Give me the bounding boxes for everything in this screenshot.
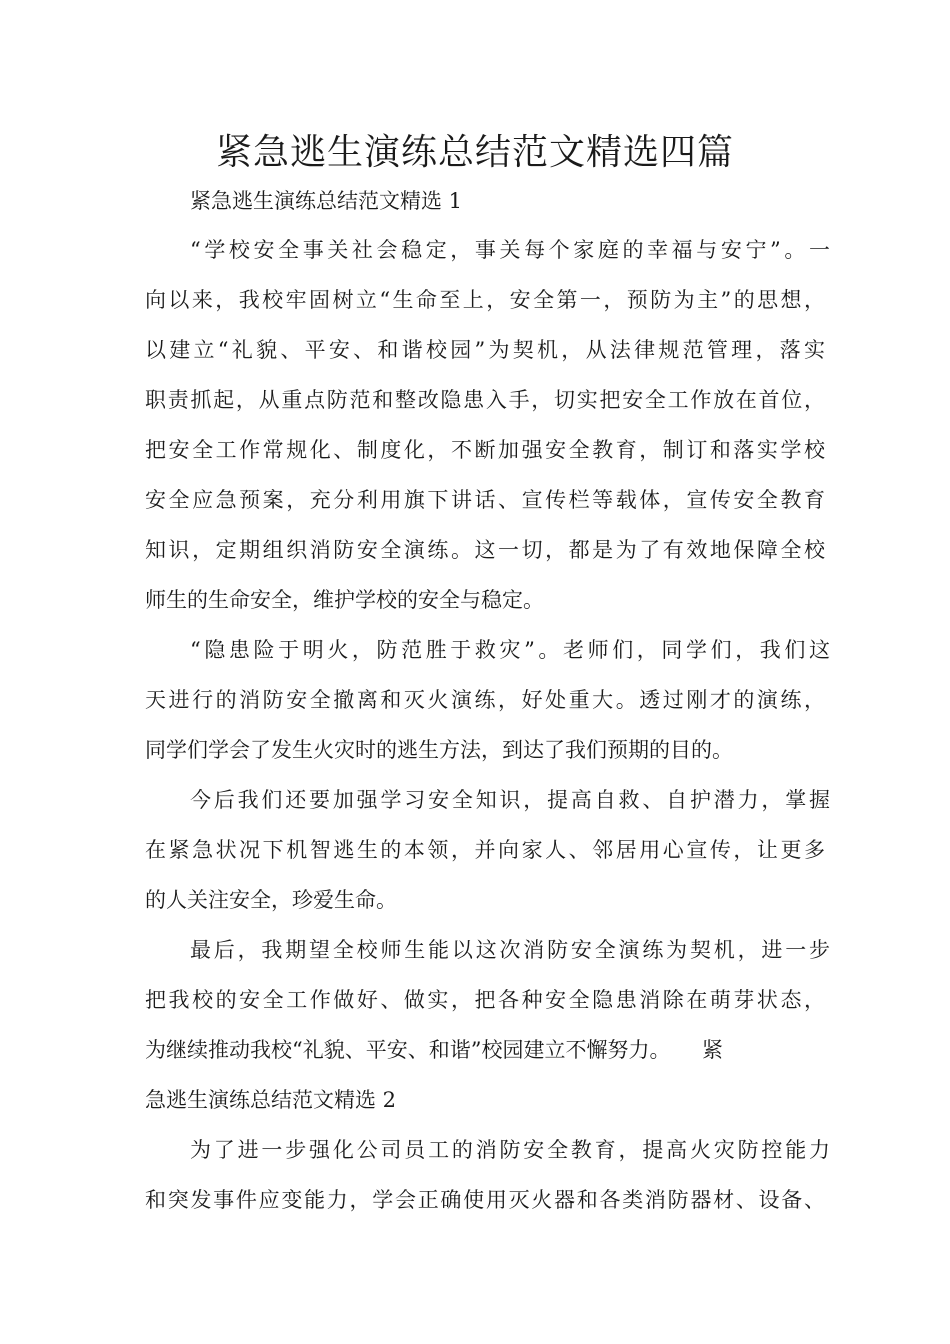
paragraph-line: 师生的生命安全，维护学校的安全与稳定。 xyxy=(145,588,544,612)
paragraph-line: 今后我们还要加强学习安全知识，提高自救、自护潜力，掌握 xyxy=(190,788,830,812)
paragraph-line: 向以来，我校牢固树立“生命至上，安全第一，预防为主”的思想， xyxy=(145,288,825,312)
paragraph-line: 天进行的消防安全撤离和灭火演练，好处重大。透过刚才的演练， xyxy=(145,688,825,712)
paragraph-line: 把安全工作常规化、制度化，不断加强安全教育，制订和落实学校 xyxy=(145,438,825,462)
paragraph-line: 和突发事件应变能力，学会正确使用灭火器和各类消防器材、设备、 xyxy=(145,1188,825,1212)
document-title: 紧急逃生演练总结范文精选四篇 xyxy=(215,132,734,173)
paragraph-line: 安全应急预案，充分利用旗下讲话、宣传栏等载体，宣传安全教育 xyxy=(145,488,825,512)
paragraph-line: 最后，我期望全校师生能以这次消防安全演练为契机，进一步 xyxy=(190,938,830,962)
paragraph-line: 职责抓起，从重点防范和整改隐患入手，切实把安全工作放在首位， xyxy=(145,388,825,412)
paragraph-line: 把我校的安全工作做好、做实，把各种安全隐患消除在萌芽状态， xyxy=(145,988,825,1012)
paragraph-line: 为了进一步强化公司员工的消防安全教育，提高火灾防控能力 xyxy=(190,1138,830,1162)
section-heading-2: 急逃生演练总结范文精选 2 xyxy=(145,1088,397,1112)
paragraph-line: “隐患险于明火，防范胜于救灾”。老师们，同学们，我们这 xyxy=(190,638,830,662)
paragraph-line: 同学们学会了发生火灾时的逃生方法，到达了我们预期的目的。 xyxy=(145,738,733,762)
paragraph-line: “学校安全事关社会稳定，事关每个家庭的幸福与安宁”。一 xyxy=(190,238,830,262)
paragraph-line: 的人关注安全，珍爱生命。 xyxy=(145,888,397,912)
paragraph-line: 知识，定期组织消防安全演练。这一切，都是为了有效地保障全校 xyxy=(145,538,825,562)
paragraph-line: 以建立“礼貌、平安、和谐校园”为契机，从法律规范管理，落实 xyxy=(145,338,825,362)
section-heading-1: 紧急逃生演练总结范文精选 1 xyxy=(190,189,463,213)
paragraph-line: 为继续推动我校“礼貌、平安、和谐”校园建立不懈努力。 紧 xyxy=(145,1038,723,1062)
paragraph-line: 在紧急状况下机智逃生的本领，并向家人、邻居用心宣传，让更多 xyxy=(145,838,825,862)
